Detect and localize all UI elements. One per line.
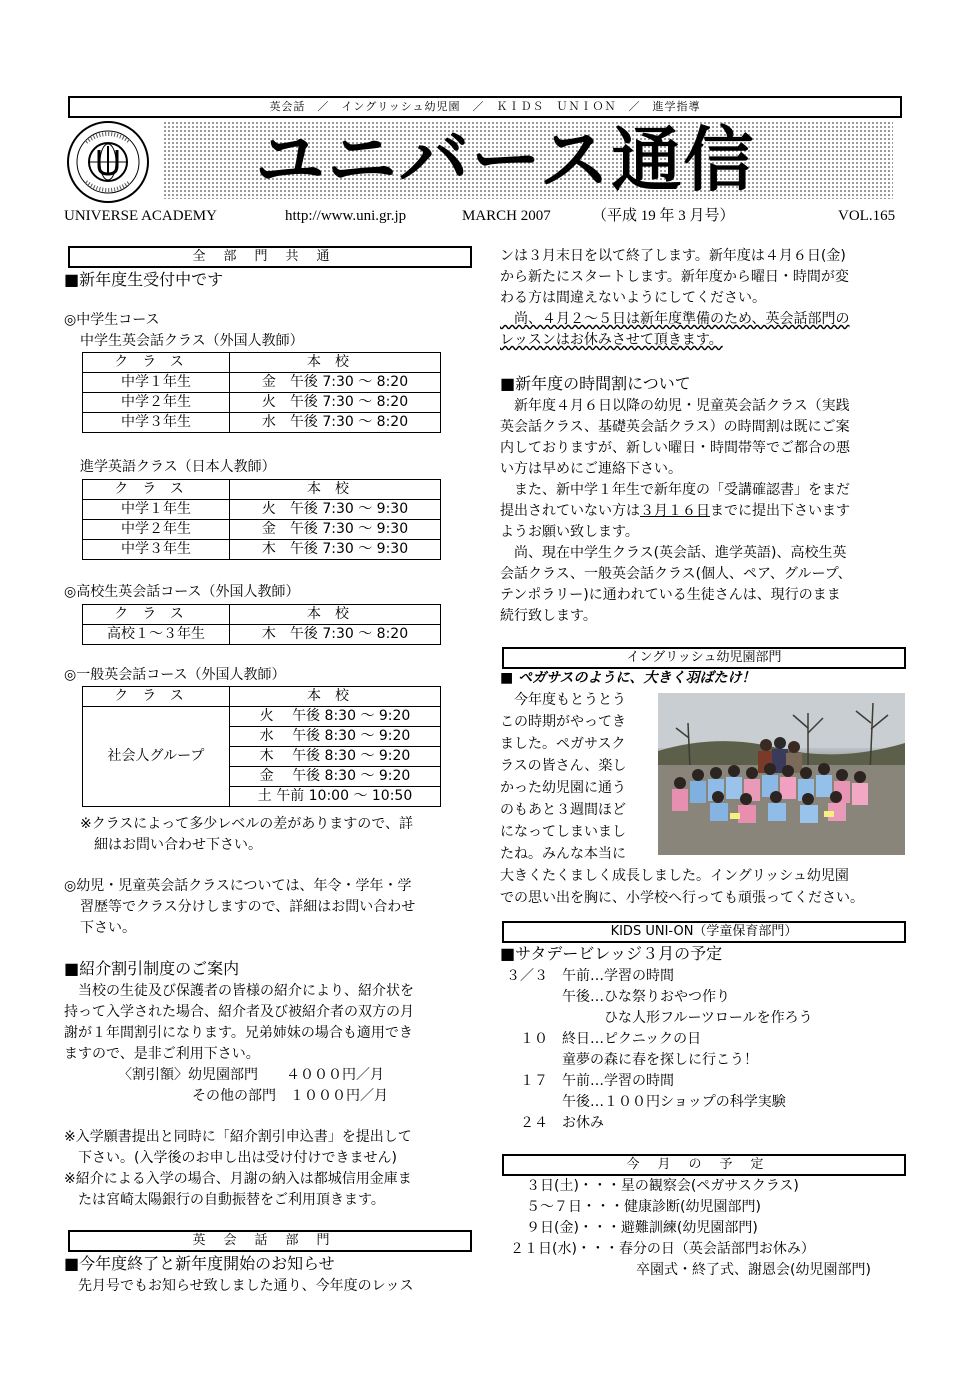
ms-exam-schedule-table: クラス 本校 中学１年生 火 午後 7:30 ～ 9:30 中学２年生 金 午後 7:30 ～ 9:30 中学３年生 木 午後 7:30 ～ 9:30 (82, 479, 441, 560)
newsletter-title: ユニバース通信 (255, 119, 756, 201)
table-row: 中学３年生 水 午後 7:30 ～ 8:20 (83, 413, 441, 433)
referral-note-line: 下さい。(入学後のお申し出は受け付けできません) (64, 1150, 397, 1166)
referral-line: 当校の生徒及び保護者の皆様の紹介により、紹介状を (64, 983, 414, 999)
section-band-this-month: 今月の予定 (502, 1154, 906, 1176)
table-row: 中学２年生 火 午後 7:30 ～ 8:20 (83, 393, 441, 413)
academy-logo (66, 120, 150, 204)
timetable-line: 英会話クラス、基礎英会話クラス）の時間割は既にご案 (500, 419, 850, 435)
saturday-line: １７ 午前…学習の時間 (506, 1073, 674, 1089)
middle-school-course: ◎中学生コース (64, 312, 160, 328)
table-row: 中学２年生 金 午後 7:30 ～ 9:30 (83, 520, 441, 540)
holiday-notice-line1: 尚、４月２～５日は新年度準備のため、英会話部門の (500, 311, 850, 327)
pegasus-line: この時期がやってき (500, 714, 626, 730)
issue-date: MARCH 2007 (462, 208, 551, 224)
holiday-notice-line2: レッスンはお休みさせて頂きます。 (500, 332, 723, 348)
saturday-line: ２４ お休み (506, 1115, 604, 1131)
saturday-line: １０ 終日…ピクニックの日 (506, 1031, 702, 1047)
general-course: ◎一般英会話コース（外国人教師） (64, 667, 286, 683)
timetable-line: 続行致します。 (500, 608, 597, 624)
table-row: 土 午前 10:00 ～ 10:50 (83, 787, 441, 807)
adult-group: 社会人グループ (83, 707, 230, 807)
timetable-heading: ■新年度の時間割について (500, 374, 691, 393)
level-note-line1: ※クラスによって多少レベルの差がありますので、詳 (80, 816, 414, 832)
table-row: 社会人グループ 火 午後 8:30 ～ 9:20 (83, 707, 441, 727)
ms-exam-class-title: 進学英語クラス（日本人教師） (80, 459, 276, 475)
table-row: 中学１年生 金 午後 7:30 ～ 8:20 (83, 373, 441, 393)
section-band-all-departments: 全部門共通 (68, 246, 472, 268)
pegasus-line: になってしまいまし (500, 824, 626, 840)
ms-english-schedule-table (82, 352, 441, 433)
kids-note-line1: ◎幼児・児童英会話クラスについては、年令・学年・学 (64, 878, 412, 894)
saturday-village-heading: ■サタデービレッジ３月の予定 (500, 944, 723, 963)
col-class: クラス (83, 353, 230, 373)
pegasus-heading: ■ ペガサスのように、大きく羽ばたけ！ (500, 670, 756, 686)
timetable-line: テンポラリー)に通われている生徒さんは、現行のまま (500, 587, 841, 603)
saturday-line: ひな人形フルーツロールを作ろう (506, 1010, 813, 1026)
enrollment-heading: ■新年度生受付中です (64, 270, 224, 289)
month-event: ３日(土)・・・星の観察会(ペガサスクラス) (526, 1178, 799, 1194)
year-end-heading: ■今年度終了と新年度開始のお知らせ (64, 1254, 335, 1273)
year-end-cont: わる方は間違えないようにしてください。 (500, 290, 766, 306)
referral-line: ますので、是非ご利用下さい。 (64, 1046, 260, 1062)
timetable-line: い方は早めにご連絡下さい。 (500, 461, 682, 477)
saturday-line: 午後…１００円ショップの科学実験 (506, 1094, 786, 1110)
timetable-line: 新年度４月６日以降の幼児・児童英会話クラス（実践 (500, 398, 850, 414)
high-school-course: ◎高校生英会話コース（外国人教師） (64, 584, 300, 600)
hs-schedule-table: クラス 本校 高校１～３年生 木 午後 7:30 ～ 8:20 (82, 604, 441, 645)
timetable-line: また、新中学１年生で新年度の「受講確認書」をまだ (500, 482, 850, 498)
timetable-line: ようお願い致します。 (500, 524, 639, 540)
month-event: ９日(金)・・・避難訓練(幼児園部門) (526, 1220, 758, 1236)
saturday-line: 童夢の森に春を探しに行こう！ (506, 1052, 758, 1068)
table-row: 金 午後 8:30 ～ 9:20 (83, 767, 441, 787)
website-url[interactable]: http://www.uni.gr.jp (285, 208, 407, 224)
table-row: 水 午後 8:30 ～ 9:20 (83, 727, 441, 747)
section-band-kids-union: KIDS UNI-ON（学童保育部門） (502, 921, 906, 943)
table-row: 高校１～３年生 木 午後 7:30 ～ 8:20 (83, 625, 441, 645)
pegasus-line: たね。みんな本当に (500, 846, 626, 862)
kids-note-line3: 下さい。 (80, 920, 136, 936)
saturday-line: 午後…ひな祭りおやつ作り (506, 989, 730, 1005)
deadline-date: ３月１６日 (640, 503, 710, 519)
class-photo (658, 693, 905, 855)
referral-line: 持って入学された場合、紹介者及び被紹介者の双方の月 (64, 1004, 414, 1020)
discount-kindergarten: 〈割引額〉幼児園部門 ４０００円／月 (118, 1067, 384, 1083)
seal-icon (66, 120, 150, 204)
pegasus-line: かった幼児園に通う (500, 780, 626, 796)
month-event: 卒園式・終了式、謝恩会(幼児園部門) (636, 1262, 871, 1278)
volume-number: VOL.165 (838, 208, 896, 224)
year-end-cont: から新たにスタートします。新年度から曜日・時間が変 (500, 269, 849, 285)
referral-note-line: ※入学願書提出と同時に「紹介割引申込書」を提出して (64, 1129, 412, 1145)
referral-note-line: ※紹介による入学の場合、月謝の納入は都城信用金庫ま (64, 1171, 412, 1187)
section-band-kindergarten: イングリッシュ幼児園部門 (502, 647, 906, 669)
table-row: 中学１年生 火 午後 7:30 ～ 9:30 (83, 500, 441, 520)
timetable-line: 内しておりますが、新しい曜日・時間帯等でご都合の悪 (500, 440, 850, 456)
kids-note-line2: 習歴等でクラス分けしますので、詳細はお問い合わせ (80, 899, 416, 915)
ms-english-class-title: 中学生英会話クラス（外国人教師） (80, 333, 304, 349)
pegasus-line: ラスの皆さん、楽し (500, 758, 627, 774)
timetable-line: 尚、現在中学生クラス(英会話、進学英語)、高校生英 (500, 545, 847, 561)
general-schedule-table: クラス 本校 社会人グループ 火 午後 8:30 ～ 9:20 水 午後 8:30 ～ 9:20 木 午後 8:30 ～ 9:20 金 午後 8:30 ～ 9:20 土 午前 10:00 ～ 10:50 (82, 686, 441, 807)
pegasus-line: ました。ペガサスク (500, 736, 626, 752)
year-end-cont: ンは３月末日を以て終了します。新年度は４月６日(金) (500, 248, 846, 264)
referral-line: 謝が１年間割引になります。兄弟姉妹の場合も適用でき (64, 1025, 413, 1041)
org-name: UNIVERSE ACADEMY (64, 208, 217, 224)
table-row: 木 午後 8:30 ～ 9:20 (83, 747, 441, 767)
discount-other: その他の部門 １０００円／月 (192, 1088, 388, 1104)
referral-heading: ■紹介割引制度のご案内 (64, 959, 240, 978)
level-note-line2: 細はお問い合わせ下さい。 (94, 837, 262, 853)
col-school: 本校 (230, 353, 441, 373)
timetable-line: 会話クラス、一般英会話クラス(個人、ペア、グループ、 (500, 566, 852, 582)
month-event: ５～７日・・・健康診断(幼児園部門) (526, 1199, 761, 1215)
pegasus-line: 今年度もとうとう (500, 692, 626, 708)
year-end-line: 先月号でもお知らせ致しました通り、今年度のレッス (64, 1278, 414, 1294)
month-event: ２１日(水)・・・春分の日（英会話部門お休み） (510, 1241, 815, 1257)
table-row: 中学３年生 木 午後 7:30 ～ 9:30 (83, 540, 441, 560)
deadline-line: 提出されていない方は３月１６日までに提出下さいます (500, 503, 850, 519)
pegasus-line: での思い出を胸に、小学校へ行っても頑張ってください。 (500, 890, 864, 906)
section-band-english: 英会話部門 (68, 1230, 472, 1252)
issue-era-date: （平成 19 年 3 月号） (592, 208, 735, 224)
pegasus-line: 大きくたくましく成長しました。イングリッシュ幼児園 (500, 868, 849, 884)
referral-note-line: たは宮崎太陽銀行の自動振替をご利用頂きます。 (64, 1192, 385, 1208)
pegasus-line: のもあと３週間ほど (500, 802, 626, 818)
top-banner: 英会話 ／ イングリッシュ幼児園 ／ ＫＩＤＳ ＵＮＩＯＮ ／ 進学指導 (68, 96, 902, 118)
saturday-line: ３／３ 午前…学習の時間 (506, 968, 674, 984)
